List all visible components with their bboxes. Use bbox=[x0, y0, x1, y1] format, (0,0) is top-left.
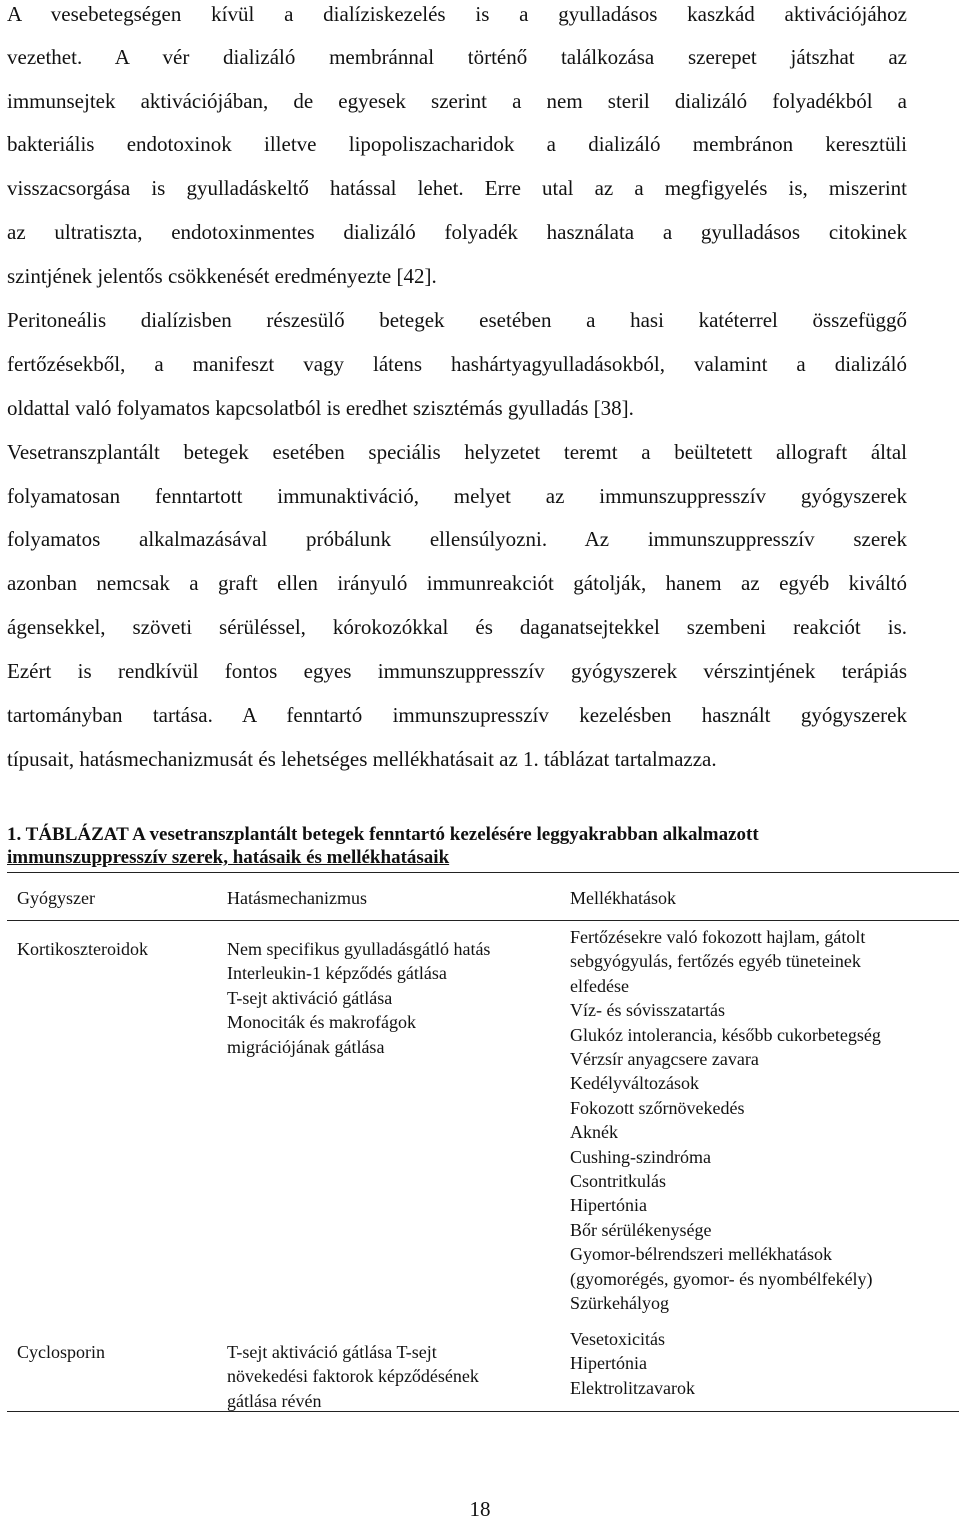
paragraph-line: tartományban tartása. A fenntartó immunszupresszív kezelésben használt gyógyszerek bbox=[7, 703, 907, 727]
paragraph-line: bakteriális endotoxinok illetve lipopoliszacharidok a dializáló membránon keresztüli bbox=[7, 132, 907, 156]
list-item: Kedélyváltozások bbox=[570, 1073, 699, 1094]
header-mechanism: Hatásmechanizmus bbox=[227, 888, 367, 908]
list-item: T-sejt aktiváció gátlása T-sejt bbox=[227, 1342, 437, 1362]
paragraph-line: szintjének jelentős csökkenését eredményezte [42]. bbox=[7, 264, 437, 288]
drug-name: Cyclosporin bbox=[17, 1342, 105, 1362]
table-caption-subtitle: immunszuppresszív szerek, hatásaik és mellékhatásaik bbox=[7, 847, 450, 868]
list-item: gátlása révén bbox=[227, 1390, 322, 1411]
header-side-effects: Mellékhatások bbox=[570, 888, 676, 908]
drug-name: Kortikoszteroidok bbox=[17, 939, 148, 959]
paragraph-line: immunsejtek aktivációjában, de egyesek szerint a nem steril dializáló folyadékból a bbox=[7, 89, 907, 113]
list-item: elfedése bbox=[570, 975, 629, 996]
list-item: Fokozott szőrnövekedés bbox=[570, 1097, 745, 1118]
list-item: Fertőzésekre való fokozott hajlam, gátolt bbox=[570, 927, 866, 947]
list-item: Gyomor-bélrendszeri mellékhatások bbox=[570, 1244, 833, 1265]
list-item: Aknék bbox=[570, 1122, 618, 1143]
list-item: növekedési faktorok képződésének bbox=[227, 1366, 479, 1387]
list-item: Bőr sérülékenysége bbox=[570, 1219, 712, 1240]
mechanism-list bbox=[227, 1340, 479, 1413]
paragraph-line: azonban nemcsak a graft ellen irányuló immunreakciót gátolják, hanem az egyéb kiváltó bbox=[7, 571, 907, 595]
list-item: sebgyógyulás, fertőzés egyéb tüneteinek bbox=[570, 951, 861, 972]
list-item: Nem specifikus gyulladásgátló hatás bbox=[227, 939, 491, 959]
list-item: Vesetoxicitás bbox=[570, 1329, 665, 1349]
paragraph-line: az ultratiszta, endotoxinmentes dializáló folyadék használata a gyulladásos citokinek bbox=[7, 220, 907, 244]
list-item: Elektrolitzavarok bbox=[570, 1377, 695, 1398]
list-item: Hipertónia bbox=[570, 1195, 647, 1216]
paragraph-line: Peritoneális dialízisben részesülő betegek esetében a hasi katéterrel összefüggő bbox=[7, 308, 907, 332]
side-effects-list bbox=[570, 1327, 695, 1400]
header-drug: Gyógyszer bbox=[17, 888, 95, 908]
table-top-rule bbox=[7, 872, 959, 873]
paragraph-line: Ezért is rendkívül fontos egyes immunszuppresszív gyógyszerek vérszintjének terápiás bbox=[7, 659, 907, 683]
list-item: Monociták és makrofágok bbox=[227, 1012, 416, 1033]
table-caption: 1. TÁBLÁZAT A vesetranszplantált betegek fenntartó kezelésére leggyakrabban alkalmazott bbox=[7, 824, 759, 845]
list-item: Interleukin-1 képződés gátlása bbox=[227, 963, 447, 984]
paragraph-line: folyamatosan fenntartott immunaktiváció, melyet az immunszuppresszív gyógyszerek bbox=[7, 484, 907, 508]
paragraph-line: A vesebetegségen kívül a dialíziskezelés is a gyulladásos kaszkád aktivációjához bbox=[7, 2, 907, 26]
paragraph-line: folyamatos alkalmazásával próbálunk ellensúlyozni. Az immunszuppresszív szerek bbox=[7, 527, 907, 551]
list-item: T-sejt aktiváció gátlása bbox=[227, 987, 393, 1008]
list-item: Szürkehályog bbox=[570, 1293, 669, 1314]
list-item: Vérzsír anyagcsere zavara bbox=[570, 1049, 759, 1070]
list-item: Csontritkulás bbox=[570, 1171, 667, 1192]
list-item: Cushing-szindróma bbox=[570, 1146, 711, 1167]
paragraph-line: típusait, hatásmechanizmusát és lehetséges mellékhatásait az 1. táblázat tartalmazza. bbox=[7, 747, 717, 771]
list-item: Víz- és sóvisszatartás bbox=[570, 1000, 725, 1021]
paragraph-line: vezethet. A vér dializáló membránnal történő találkozása szerepet játszhat az bbox=[7, 45, 907, 69]
list-item: (gyomorégés, gyomor- és nyombélfekély) bbox=[570, 1268, 873, 1289]
page-number: 18 bbox=[469, 1497, 491, 1521]
side-effects-list bbox=[570, 925, 881, 1316]
paragraph-line: fertőzésekből, a manifeszt vagy látens hashártyagyulladásokból, valamint a dializáló bbox=[7, 352, 907, 376]
list-item: Glukóz intolerancia, később cukorbetegség bbox=[570, 1024, 881, 1045]
list-item: migrációjának gátlása bbox=[227, 1036, 385, 1057]
paragraph-line: ágensekkel, szöveti sérüléssel, kórokozókkal és daganatsejtekkel szembeni reakciót is. bbox=[7, 615, 907, 639]
mechanism-list bbox=[227, 937, 490, 1059]
paragraph-line: oldattal való folyamatos kapcsolatból is eredhet szisztémás gyulladás [38]. bbox=[7, 396, 634, 420]
list-item: Hipertónia bbox=[570, 1353, 647, 1374]
paragraph-line: Vesetranszplantált betegek esetében speciális helyzetet teremt a beültetett allograft által bbox=[7, 440, 907, 464]
table-bottom-rule bbox=[7, 1411, 959, 1412]
table-header-rule bbox=[7, 920, 959, 921]
paragraph-line: visszacsorgása is gyulladáskeltő hatással lehet. Erre utal az a megfigyelés is, miszerint bbox=[7, 176, 907, 200]
